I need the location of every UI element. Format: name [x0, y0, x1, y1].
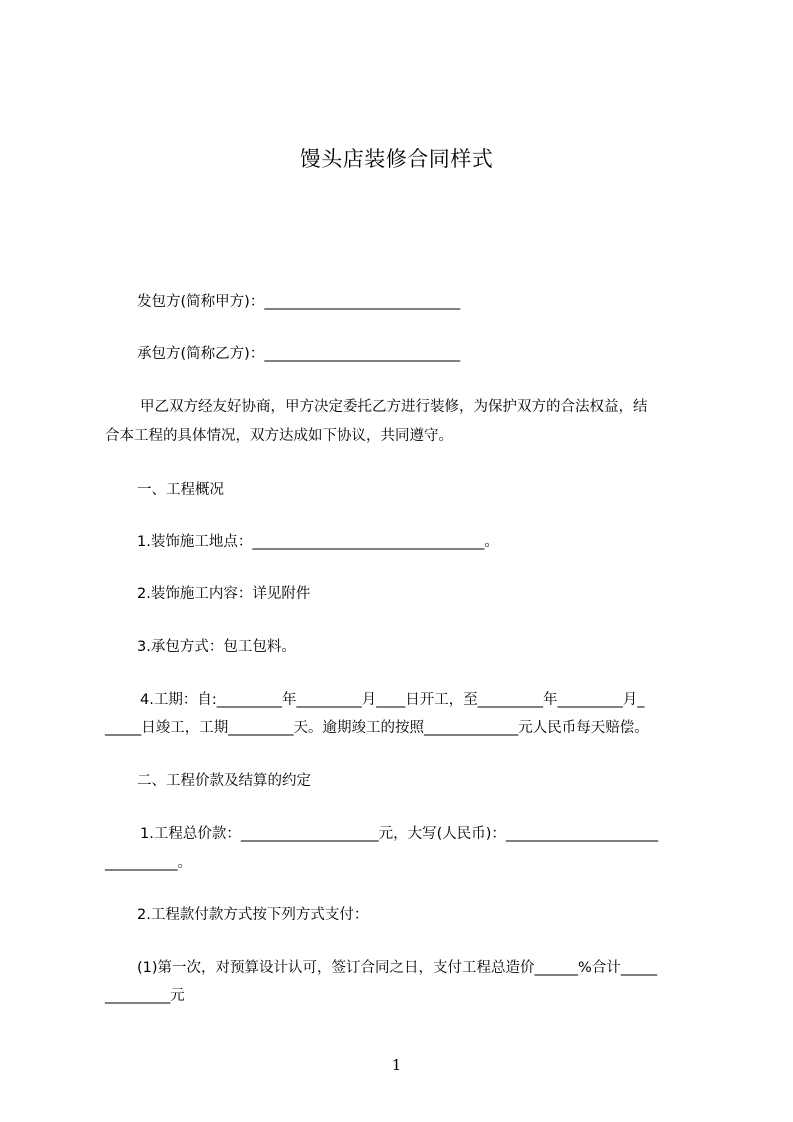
- section-1-heading: 一、工程概况: [137, 482, 224, 498]
- page-number: 1: [391, 1056, 402, 1074]
- item-total-price-line-1: 1.工程总价款：___________________元，大写(人民币)：_____________________: [140, 826, 659, 842]
- party-b-line: 承包方(简称乙方)：___________________________: [137, 346, 461, 362]
- item-schedule-line-2: _____日竣工，工期_________天。逾期竣工的按照_____________元人民币每天赔偿。: [105, 720, 649, 736]
- item-payment-method: 2.工程款付款方式按下列方式支付：: [137, 907, 369, 923]
- party-a-line: 发包方(简称甲方)：___________________________: [137, 294, 461, 310]
- section-2-heading: 二、工程价款及结算的约定: [137, 773, 311, 789]
- item-construction-content: 2.装饰施工内容：详见附件: [137, 586, 311, 602]
- item-first-payment-line-2: _________元: [105, 988, 185, 1004]
- intro-paragraph-line-1: 甲乙双方经友好协商，甲方决定委托乙方进行装修，为保护双方的合法权益，结: [140, 399, 648, 415]
- item-first-payment-line-1: (1)第一次，对预算设计认可，签订合同之日，支付工程总造价______%合计_____: [137, 960, 658, 976]
- intro-paragraph-line-2: 合本工程的具体情况，双方达成如下协议，共同遵守。: [105, 428, 453, 444]
- document-title: 馒头店装修合同样式: [299, 147, 494, 171]
- item-contract-method: 3.承包方式：包工包料。: [137, 639, 296, 655]
- item-total-price-line-2: __________。: [105, 855, 192, 871]
- item-construction-location: 1.装饰施工地点：________________________________。: [137, 534, 499, 550]
- item-schedule-line-1: 4.工期：自:_________年_________月____日开工，至_________年_________月_: [140, 692, 645, 708]
